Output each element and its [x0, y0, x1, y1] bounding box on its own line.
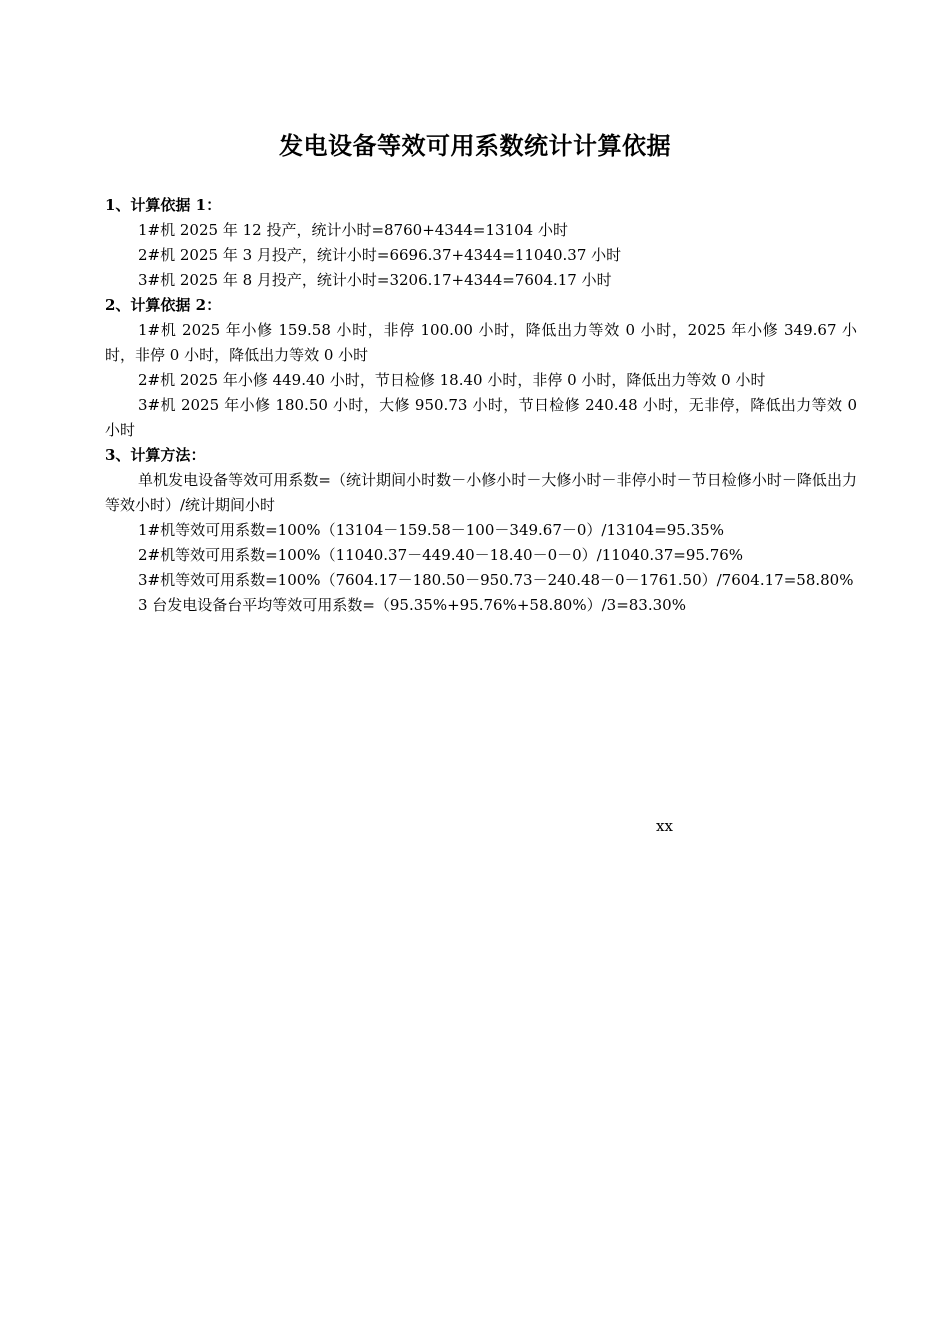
paragraph-formula-definition: 单机发电设备等效可用系数=（统计期间小时数－小修小时－大修小时－非停小时－节日检修小时－降低出力等效小时）/统计期间小时	[105, 471, 857, 514]
paragraph-unit2-hours: 2#机 2025 年 3 月投产，统计小时=6696.37+4344=11040.37 小时	[138, 246, 622, 264]
paragraph-unit2-result: 2#机等效可用系数=100%（11040.37－449.40－18.40－0－0）/11040.37=95.76%	[138, 546, 744, 564]
paragraph-unit3-result: 3#机等效可用系数=100%（7604.17－180.50－950.73－240.48－0－1761.50）/7604.17=58.80%	[138, 571, 854, 589]
section-heading-method: 3、计算方法：	[105, 446, 206, 464]
paragraph-unit3-maintenance: 3#机 2025 年小修 180.50 小时，大修 950.73 小时，节日检修 240.48 小时，无非停，降低出力等效 0 小时	[105, 396, 857, 439]
document-body	[105, 193, 857, 618]
paragraph-unit3-hours: 3#机 2025 年 8 月投产，统计小时=3206.17+4344=7604.17 小时	[138, 271, 612, 289]
signature: xx	[656, 817, 673, 835]
paragraph-unit1-result: 1#机等效可用系数=100%（13104－159.58－100－349.67－0）/13104=95.35%	[138, 521, 724, 539]
section-heading-basis-2: 2、计算依据 2：	[105, 296, 222, 314]
paragraph-unit1-maintenance: 1#机 2025 年小修 159.58 小时，非停 100.00 小时，降低出力等效 0 小时，2025 年小修 349.67 小时，非停 0 小时，降低出力等效 0 小时	[105, 321, 857, 364]
paragraph-unit2-maintenance: 2#机 2025 年小修 449.40 小时，节日检修 18.40 小时，非停 0 小时，降低出力等效 0 小时	[138, 371, 766, 389]
document-title: 发电设备等效可用系数统计计算依据	[279, 131, 671, 160]
paragraph-average-result: 3 台发电设备台平均等效可用系数=（95.35%+95.76%+58.80%）/3=83.30%	[138, 596, 686, 614]
paragraph-unit1-hours: 1#机 2025 年 12 投产，统计小时=8760+4344=13104 小时	[138, 221, 568, 239]
section-heading-basis-1: 1、计算依据 1：	[105, 196, 222, 214]
